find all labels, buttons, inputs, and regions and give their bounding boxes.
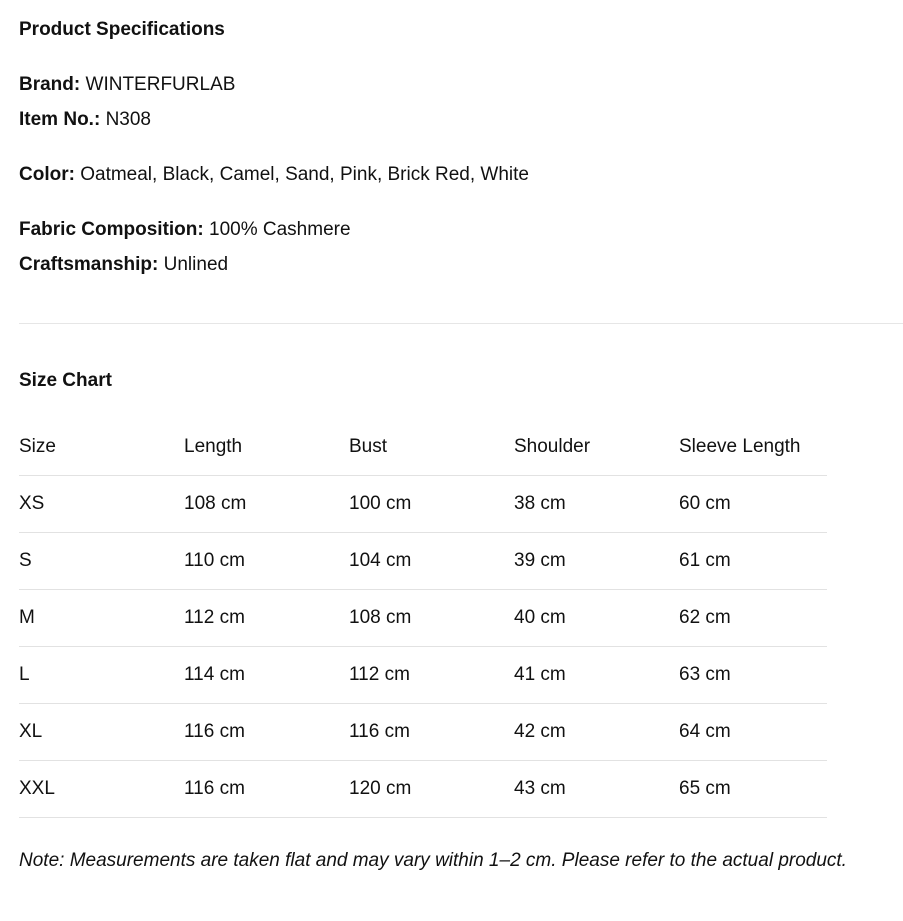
- table-cell: 60 cm: [679, 476, 827, 533]
- spec-color: [19, 164, 529, 186]
- section-divider: [19, 323, 903, 324]
- table-row: [19, 533, 827, 590]
- table-row: [19, 647, 827, 704]
- spec-fabric-label: Fabric Composition:: [19, 219, 204, 240]
- table-cell: 116 cm: [349, 704, 514, 761]
- column-header: Length: [184, 419, 349, 476]
- table-cell: 112 cm: [184, 590, 349, 647]
- spec-brand-label: Brand:: [19, 74, 81, 95]
- size-chart-title: Size Chart: [19, 370, 112, 391]
- column-header: Size: [19, 419, 184, 476]
- table-cell: 38 cm: [514, 476, 679, 533]
- column-header: Bust: [349, 419, 514, 476]
- table-cell: 41 cm: [514, 647, 679, 704]
- table-cell: 65 cm: [679, 761, 827, 818]
- table-header-row: [19, 419, 827, 476]
- spec-fabric-value: 100% Cashmere: [209, 219, 351, 240]
- spec-color-value: Oatmeal, Black, Camel, Sand, Pink, Brick Red, White: [80, 164, 529, 185]
- table-cell: L: [19, 647, 184, 704]
- table-cell: S: [19, 533, 184, 590]
- table-cell: 120 cm: [349, 761, 514, 818]
- column-header: Sleeve Length: [679, 419, 827, 476]
- table-row: [19, 590, 827, 647]
- table-row: [19, 476, 827, 533]
- table-cell: 112 cm: [349, 647, 514, 704]
- table-cell: 108 cm: [184, 476, 349, 533]
- table-cell: 43 cm: [514, 761, 679, 818]
- spec-craftsmanship-label: Craftsmanship:: [19, 254, 159, 275]
- table-cell: 40 cm: [514, 590, 679, 647]
- spec-color-label: Color:: [19, 164, 75, 185]
- spec-craftsmanship: [19, 254, 228, 276]
- table-cell: M: [19, 590, 184, 647]
- table-cell: 114 cm: [184, 647, 349, 704]
- table-cell: XS: [19, 476, 184, 533]
- table-cell: XL: [19, 704, 184, 761]
- column-header: Shoulder: [514, 419, 679, 476]
- table-row: [19, 761, 827, 818]
- table-cell: 63 cm: [679, 647, 827, 704]
- product-specifications-title: Product Specifications: [19, 19, 225, 40]
- table-cell: 116 cm: [184, 761, 349, 818]
- spec-craftsmanship-value: Unlined: [163, 254, 229, 275]
- table-cell: 108 cm: [349, 590, 514, 647]
- spec-item-no-label: Item No.:: [19, 109, 101, 130]
- table-cell: 64 cm: [679, 704, 827, 761]
- table-cell: 110 cm: [184, 533, 349, 590]
- spec-fabric: [19, 219, 351, 241]
- table-cell: 61 cm: [679, 533, 827, 590]
- table-cell: XXL: [19, 761, 184, 818]
- table-cell: 104 cm: [349, 533, 514, 590]
- table-row: [19, 704, 827, 761]
- table-cell: 116 cm: [184, 704, 349, 761]
- table-cell: 62 cm: [679, 590, 827, 647]
- size-chart-table: [19, 419, 827, 818]
- spec-item-no-value: N308: [105, 109, 151, 130]
- table-cell: 100 cm: [349, 476, 514, 533]
- measurement-note: Note: Measurements are taken flat and may vary within 1–2 cm. Please refer to the actual product.: [19, 850, 847, 871]
- table-cell: 39 cm: [514, 533, 679, 590]
- spec-brand-value: WINTERFURLAB: [85, 74, 236, 95]
- spec-brand: [19, 74, 235, 96]
- spec-item-no: [19, 109, 151, 131]
- table-cell: 42 cm: [514, 704, 679, 761]
